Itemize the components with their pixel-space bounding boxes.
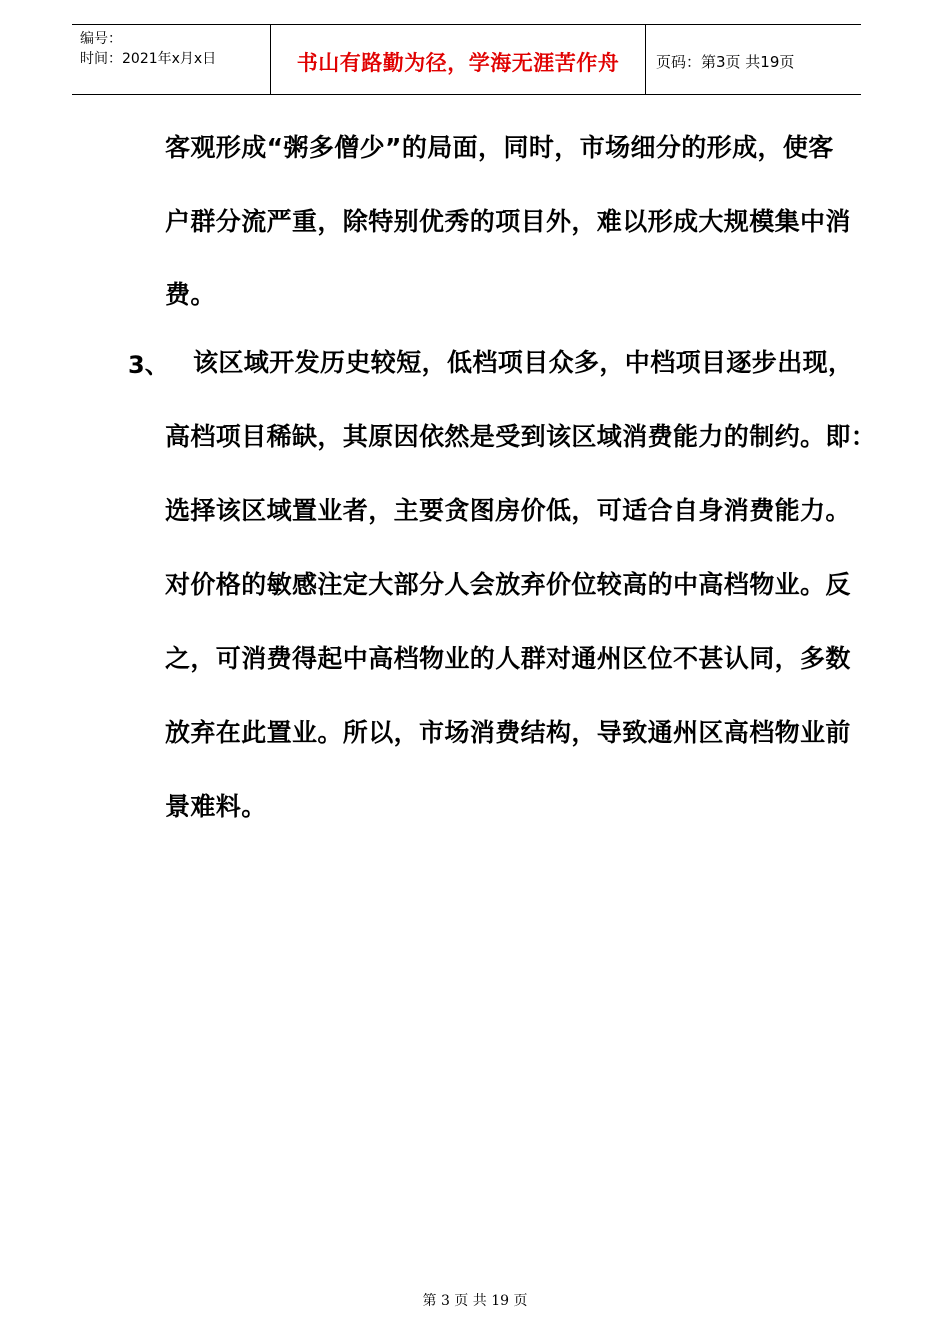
page-header	[72, 24, 861, 95]
header-divider	[645, 25, 646, 94]
paragraph-line: 景难料。	[165, 792, 267, 821]
serial-number-label: 编号：	[80, 31, 122, 47]
paragraph-line: 之，可消费得起中高档物业的人群对通州区位不甚认同，多数	[165, 644, 851, 673]
paragraph-line: 该区域开发历史较短，低档项目众多，中档项目逐步出现，	[193, 348, 854, 377]
paragraph-line: 放弃在此置业。所以，市场消费结构，导致通州区高档物业前	[165, 718, 851, 747]
list-item-number: 3、	[128, 351, 169, 379]
paragraph-line: 客观形成“粥多僧少”的局面，同时，市场细分的形成，使客	[165, 133, 834, 162]
header-motto: 书山有路勤为径，学海无涯苦作舟	[296, 51, 620, 75]
paragraph-line: 高档项目稀缺，其原因依然是受到该区域消费能力的制约。即：	[165, 422, 877, 451]
paragraph-line: 对价格的敏感注定大部分人会放弃价位较高的中高档物业。反	[165, 570, 851, 599]
paragraph-line: 户群分流严重，除特别优秀的项目外，难以形成大规模集中消	[165, 207, 851, 236]
header-page-info: 页码：第3页 共19页	[656, 53, 795, 71]
page-footer: 第 3 页 共 19 页	[422, 1293, 528, 1309]
paragraph-line: 选择该区域置业者，主要贪图房价低，可适合自身消费能力。	[165, 496, 851, 525]
date-line: 时间：2021年x月x日	[80, 51, 217, 67]
header-meta	[80, 29, 216, 69]
paragraph-line: 费。	[165, 280, 216, 309]
